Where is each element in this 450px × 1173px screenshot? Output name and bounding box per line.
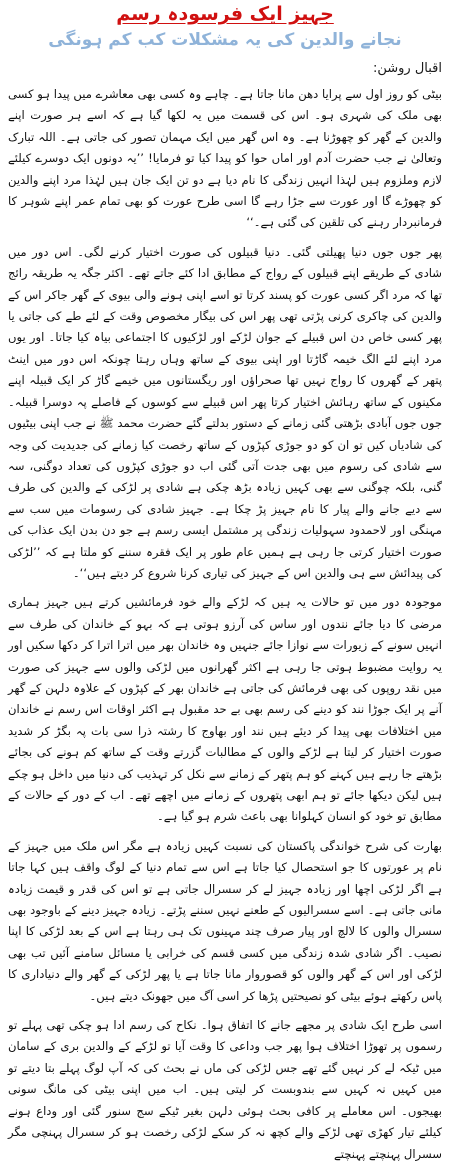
- paragraph: اسی طرح ایک شادی پر مجھے جانے کا اتفاق ہوا۔ نکاح کی رسم ادا ہو چکی تھی پہلے تو رسموں پر تھوڑا اختلاف ہوا پھر جب وداعی کا وقت آیا تو لڑکے کے والدین بری کے سامان میں ٹیکہ لے کر نہیں گئے تھے جس لڑکی کی ماں نے بحث کی کہ آپ لوگ پہلے بتا دیتے تو میں کہیں نہ کہیں سے بندوبست کر لیتی ہیں۔ اب میں اپنی بیٹی کی مانگ سونی بھیجوں۔ اس معاملے پر کافی بحث ہوئی دلہن بغیر ٹیکے سج سنور گئی اور وداع ہونے کیلئے تیار کھڑی تھی لڑکے والے کچھ نہ کر سکے لڑکی رخصت ہو کر سسرال پہنچی مگر سسرال پہنچتے پہنچتے: [8, 1018, 442, 1161]
- article-subtitle: نجانے والدین کی یہ مشکلات کب کم ہونگی: [48, 30, 402, 50]
- paragraph: بیٹی کو روز اول سے پرایا دھن مانا جاتا ہے۔ چاہے وہ کسی بھی معاشرے میں پیدا ہو کسی بھی ملک کی شہری ہو۔ اس کی قسمت میں یہ لکھا گیا ہے کہ اسے ہر صورت اپنے والدین کے گھر کو چھوڑنا ہے۔ وہ اس گھر میں ایک مہمان تصور کی جاتی ہے۔ اللہ تبارک وتعالیٰ نے جب حضرت آدم اور اماں حوا کو پیدا کیا تو فرمایا! ’’یہ دونوں ایک دوسرے کیلئے لازم وملزوم ہیں لہٰذا انہیں زندگی کا نام دیا ہے دو تن ایک جان ہیں لہٰذا مرد اپنے والدین کو چھوڑے گا اور عورت سے جڑا رہے گا اسی طرح عورت کو بھی تمام عمر اپنے شوہر کا فرمانبردار رہنے کی تلقین کی گئی ہے۔‘‘: [8, 87, 442, 230]
- paragraph: پھر جوں جوں دنیا پھیلتی گئی۔ دنیا قبیلوں کی صورت اختیار کرنے لگی۔ اس دور میں شادی کے طریقے اپنے قبیلوں کے رواج کے مطابق ادا کئے جاتے تھے۔ اکثر جگہ یہ طریقہ رائج تھا کہ مرد اگر کسی عورت کو پسند کرتا تو اسے اپنی ہونے والی بیوی کے گھر جاکر اس کے والدین کی چاکری کرنی پڑتی تھی پھر اس کی بیگار مخصوص وقت کے لئے طے کی جاتی یا پھر کسی خاص دن اس قبیلے کے جوان لڑکے اور لڑکیوں کا اجتماعی بیاہ کیا جاتا۔ اور یوں مرد اپنے لئے الگ خیمہ گاڑتا اور اپنی بیوی کے ساتھ وہاں رہتا چونکہ اس دور میں اینٹ پتھر کے گھروں کا رواج نہیں تھا صحراؤں اور ریگستانوں میں خیمے گاڑ کر ایک قبیلہ اپنے مکینوں کے ساتھ رہائش اختیار کرتا پھر اس قبیلے سے کوسوں کے فاصلے پہ دوسرا قبیلہ۔ جوں جوں آبادی بڑھتی گئی زمانے کے دستور بدلتے گئے حضرت محمد ﷺ نے جب اپنی بیٹیوں کی شادیاں کیں تو ان کو دو جوڑی کپڑوں کے ساتھ رخصت کیا زمانے کی جدیدیت کی وجہ سے شادی کی رسوم میں بھی جدت آتی گئی اب دو جوڑی کپڑوں کی تعداد دوگنی، سہ گنی، بلکہ چوگنی سے بھی کہیں زیادہ بڑھ چکی ہے شادی پر لڑکی کے والدین کی طرف سے دیے جانے والے پیار کا نام جہیز پڑ چکا ہے۔ جہیز شادی کی رسومات میں سب سے مہنگی اور لاحمدود سہولیات زندگی پر مشتمل ایسی رسم ہے جو دن بدن ایک عذاب کی صورت اختیار کرتی جا رہی ہے ہمیں عام طور پر ایک فقرہ سننے کو ملتا ہے کہ ’’لڑکی کی پیدائش سے ہی والدین اس کے جہیز کی تیاری کرنا شروع کر دیتے ہیں‘‘۔: [8, 244, 442, 580]
- article-body: [8, 84, 442, 1165]
- paragraph: موجودہ دور میں تو حالات یہ ہیں کہ لڑکے والے خود فرمائشیں کرتے ہیں جہیز ہماری مرضی کا دیا جائے نندوں اور ساس کی آرزو ہوتی ہے کہ بہو کے خاندان کی طرف سے انہیں سونے کے زیورات سے نوازا جائے جنہیں وہ خاندان بھر میں اترا اترا کر دکھا سکیں اور یہ روایت مضبوط ہوتی جا رہی ہے اکثر گھرانوں میں لڑکی والوں سے جہیز کی صورت میں نقد روپوں کی بھی فرمائش کی جاتی ہے خاندان بھر کے کپڑوں کے علاوہ دلہن کے گھر آنے پر ایک جوڑا نند کو دینے کی رسم بھی بے حد مقبول ہے اکثر اوقات اس رسم نے خاندان میں اختلافات بھی پیدا کر دیئے ہیں نند اور بھاوج کا رشتہ ذرا سی بات پہ بگڑ کر شدید صورت اختیار کر لیتا ہے لڑکے والوں کے مطالبات گزرتے وقت کے ساتھ کم ہونے کی بجائے بڑھتے جا رہے ہیں کہنے کو ہم پتھر کے زمانے سے نکل کر تہذیب کی دنیا میں داخل ہو چکے ہیں لیکن دیکھا جائے تو ہم ابھی پتھروں کے زمانے میں اچھے تھے۔ اب کے دور کے حالات کے مطابق تو خود کو انسان کہلوانا بھی باعث شرم ہو گیا ہے۔: [8, 595, 442, 824]
- article-title: جہیز ایک فرسودہ رسم: [116, 3, 334, 25]
- author-byline: اقبال روشن:: [372, 61, 442, 76]
- paragraph: بھارت کی شرح خواندگی پاکستان کی نسبت کہیں زیادہ ہے مگر اس ملک میں جہیز کے نام پر عورتوں کا جو استحصال کیا جاتا ہے اس سے تمام دنیا کے لوگ واقف ہیں کہا جاتا ہے اگر لڑکی اچھا اور زیادہ جہیز لے کر سسرال جاتی ہے تو اس کی قدر و قیمت زیادہ مانی جاتی ہے۔ اسے سسرالیوں کے طعنے نہیں سننے پڑتے۔ زیادہ جہیز دینے کے باوجود بھی سسرال والوں کا لالچ اور پیار صرف چند مہینوں تک ہی رہتا ہے اس کے بعد لڑکی کا اپنا نصیب۔ اگر شادی شدہ زندگی میں کسی قسم کی خرابی یا مسائل سامنے آئیں تب بھی لڑکی اور اس کے گھر والوں کو قصوروار مانا جاتا ہے یا پھر لڑکی کے گھر والے دنیاداری کا پاس رکھتے ہوئے بیٹی کو نصیحتیں پڑھا کر اسی آگ میں جھونک دیتے ہیں۔: [8, 838, 442, 1003]
